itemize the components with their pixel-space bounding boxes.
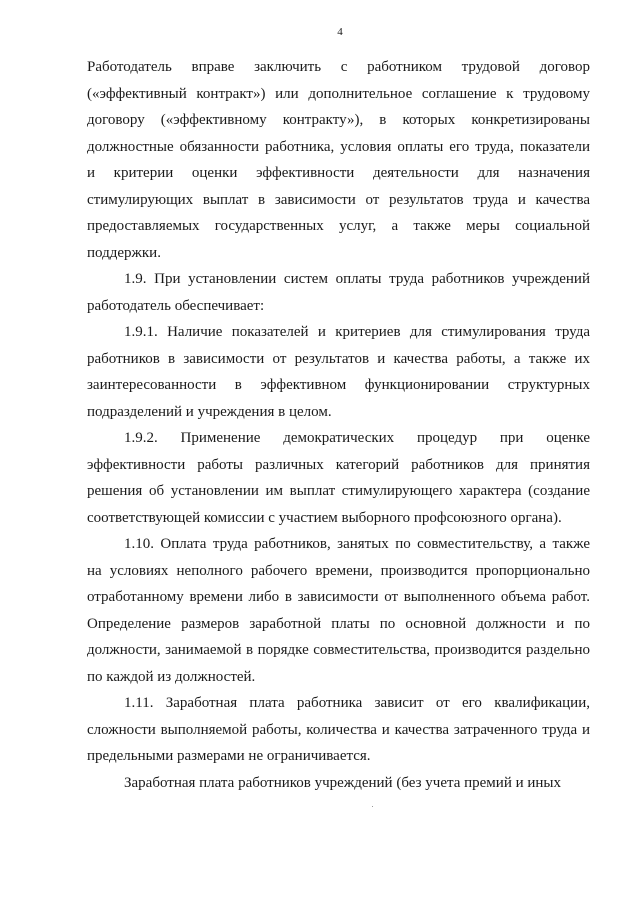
text-line: работодатель обеспечивает: xyxy=(87,297,265,314)
text-line: Работодатель вправе заключить с работником трудовой договор xyxy=(87,59,590,75)
text-line: заинтересованности в эффективном функционировании структурных xyxy=(87,377,590,393)
paragraph xyxy=(87,690,590,770)
text-line: отработанному времени либо в зависимости от выполненного объема работ. xyxy=(87,589,590,605)
text-line: Определение размеров заработной платы по основной должности и по xyxy=(87,615,590,632)
scan-speck xyxy=(372,806,373,807)
text-line: на условиях неполного рабочего времени, производится пропорционально xyxy=(87,562,590,579)
text-line: по каждой из должностей. xyxy=(87,668,256,685)
paragraph xyxy=(87,531,590,690)
text-line: подразделений и учреждения в целом. xyxy=(87,403,332,420)
text-line: Заработная плата работников учреждений (без учета премий и иных xyxy=(124,774,562,791)
text-line: 1.11. Заработная плата работника зависит от его квалификации, xyxy=(124,695,590,711)
text-line: 1.9.1. Наличие показателей и критериев для стимулирования труда xyxy=(124,324,590,340)
text-line: предоставляемых государственных услуг, а также меры социальной xyxy=(87,218,590,234)
text-line: эффективности работы различных категорий работников для принятия xyxy=(87,456,590,473)
text-line: стимулирующих выплат в зависимости от результатов труда и качества xyxy=(87,191,590,208)
text-line: работников в зависимости от результатов и качества работы, а также их xyxy=(87,350,590,367)
paragraph xyxy=(87,319,590,425)
text-line: сложности выполняемой работы, количества и качества затраченного труда и xyxy=(87,721,590,738)
text-line: и критерии оценки эффективности деятельности для назначения xyxy=(87,165,590,181)
text-line: 1.9.2. Применение демократических процедур при оценке xyxy=(124,430,590,446)
paragraph xyxy=(87,425,590,531)
text-line: соответствующей комиссии с участием выборного профсоюзного органа). xyxy=(87,509,562,526)
paragraph xyxy=(87,266,590,319)
page-number: 4 xyxy=(337,26,343,38)
document-body xyxy=(87,54,590,796)
text-line: должностные обязанности работника, условия оплаты его труда, показатели xyxy=(87,138,590,155)
text-line: должности, занимаемой в порядке совместительства, производится раздельно xyxy=(87,642,590,658)
text-line: договору («эффективному контракту»), в которых конкретизированы xyxy=(87,112,590,128)
paragraph xyxy=(87,54,590,266)
text-line: решения об установлении им выплат стимулирующего характера (создание xyxy=(87,483,590,499)
text-line: поддержки. xyxy=(87,244,161,261)
text-line: 1.9. При установлении систем оплаты труда работников учреждений xyxy=(124,271,590,287)
paragraph xyxy=(87,770,590,797)
text-line: («эффективный контракт») или дополнительное соглашение к трудовому xyxy=(87,85,590,102)
text-line: 1.10. Оплата труда работников, занятых по совместительству, а также xyxy=(124,536,590,552)
text-line: предельными размерами не ограничивается. xyxy=(87,748,371,764)
